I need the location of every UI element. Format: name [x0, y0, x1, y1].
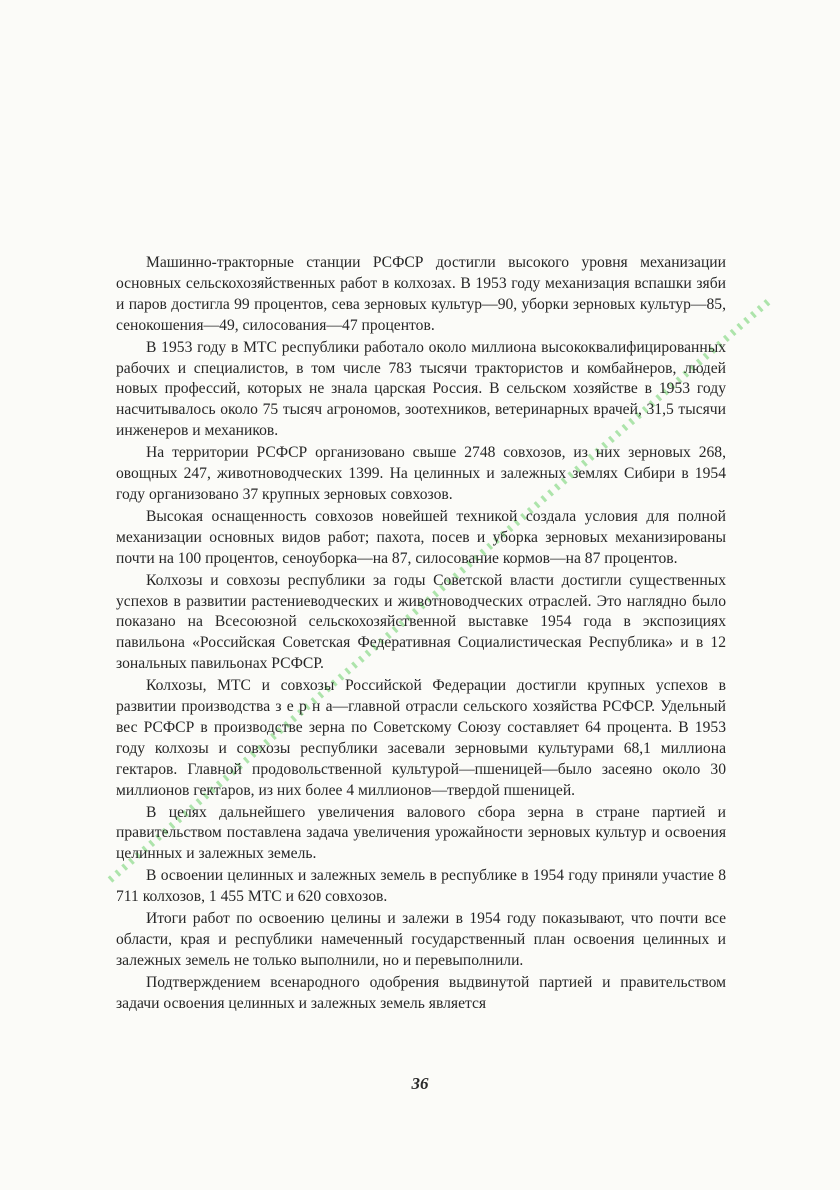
- body-text: [116, 253, 726, 1015]
- page-number: 36: [411, 1074, 429, 1093]
- paragraph: Колхозы и совхозы республики за годы Советской власти достигли существенных успехов в развитии растениеводческих и животноводческих отраслей. Это наглядно было показано на Всесоюзной сельскохозяйственной выставке 1954 года в экспозициях павильона «Российская Советская Федеративная Социалистическая Республика» и в 12 зональных павильонах РСФСР.: [116, 571, 726, 673]
- paragraph: Итоги работ по освоению целины и залежи в 1954 году показывают, что почти все области, края и республики намеченный государственный план освоения целинных и залежных земель не только выполнили, но и перевыполнили.: [116, 910, 726, 969]
- paragraph: Высокая оснащенность совхозов новейшей техникой создала условия для полной механизации основных видов работ; пахота, посев и уборка зерновых механизированы почти на 100 процентов, сеноуборка—на 87, силосование кормов—на 87 процентов.: [116, 507, 726, 567]
- paragraph: Колхозы, МТС и совхозы Российской Федерации достигли крупных успехов в развитии производства з е р н а—главной отрасли сельского хозяйства РСФСР. Удельный вес РСФСР в производстве зерна по Советскому Союзу составляет 64 процента. В 1953 году колхозы и совхозы республики засевали зерновыми культурами 68,1 миллиона гектаров. Главной продовольственной культурой—пшеницей—было засеяно около 30 миллионов гектаров, из них более 4 миллионов—твердой пшеницей.: [116, 677, 726, 799]
- paragraph: На территории РСФСР организовано свыше 2748 совхозов, из них зерновых 268, овощных 247, животноводческих 1399. На целинных и залежных землях Сибири в 1954 году организовано 37 крупных зерновых совхозов.: [116, 444, 726, 503]
- paragraph: В 1953 году в МТС республики работало около миллиона высококвалифицированных рабочих и специалистов, в том числе 783 тысячи трактористов и комбайнеров, людей новых профессий, которых не знала царская Россия. В сельском хозяйстве в 1953 году насчитывалось около 75 тысяч агрономов, зоотехников, ветеринарных врачей, 31,5 тысячи инженеров и механиков.: [116, 338, 726, 440]
- paragraph: В целях дальнейшего увеличения валового сбора зерна в стране партией и правительством поставлена задача увеличения урожайности зерновых культур и освоения целинных и залежных земель.: [116, 803, 726, 863]
- paragraph: Подтверждением всенародного одобрения выдвинутой партией и правительством задачи освоения целинных и залежных земель является: [116, 973, 726, 1012]
- paragraph: Машинно-тракторные станции РСФСР достигли высокого уровня механизации основных сельскохозяйственных работ в колхозах. В 1953 году механизация вспашки зяби и паров достигла 99 процентов, сева зерновых культур—90, уборки зерновых культур—85, сенокошения—49, силосования—47 процентов.: [116, 254, 726, 334]
- paragraph: В освоении целинных и залежных земель в республике в 1954 году приняли участие 8 711 колхозов, 1 455 МТС и 620 совхозов.: [116, 867, 726, 906]
